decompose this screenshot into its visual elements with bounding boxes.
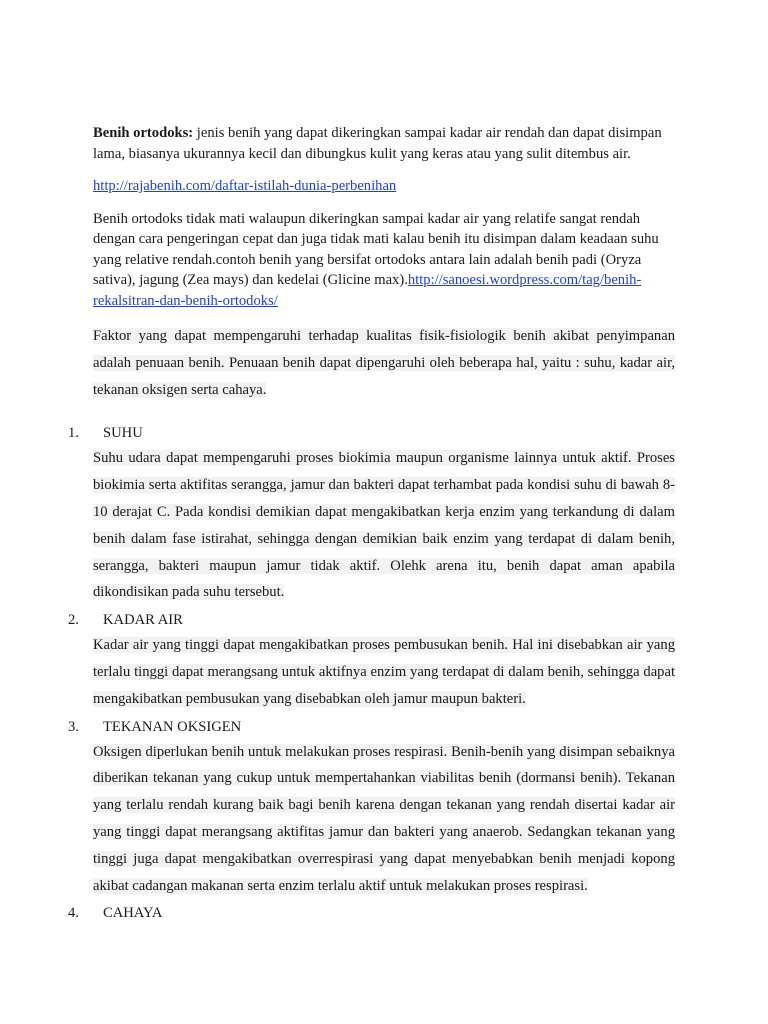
section-title: CAHAYA bbox=[103, 905, 163, 922]
section-body bbox=[93, 445, 675, 606]
section-kadar-air bbox=[68, 608, 675, 712]
section-tekanan-oksigen bbox=[68, 715, 675, 900]
section-heading bbox=[68, 715, 675, 739]
section-body-text: Oksigen diperlukan benih untuk melakukan proses respirasi. Benih-benih yang disimpan sebaiknya diberikan tekanan yang cukup untuk mempertahankan viabilitas benih (dormansi benih). Tekanan yang terlalu rendah kurang baik bagi benih karena dengan tekanan yang rendah disertai kadar air yang tinggi dapat merangsang aktifitas jamur dan bakteri yang anaerob. Sedangkan tekanan yang tinggi juga dapat mengakibatkan overrespirasi yang dapat menyebabkan benih menjadi kopong akibat cadangan makanan serta enzim terlalu aktif untuk melakukan proses respirasi. bbox=[93, 743, 675, 894]
section-body bbox=[93, 632, 675, 712]
source-link-paragraph bbox=[93, 176, 675, 197]
source-link-sanoesi[interactable]: http://sanoesi.wordpress.com/tag/benih-rekalsitran-dan-benih-ortodoks/ bbox=[93, 272, 642, 309]
section-body-text: Kadar air yang tinggi dapat mengakibatkan proses pembusukan benih. Hal ini disebabkan air yang terlalu tinggi dapat merangsang untuk aktifnya enzim yang terdapat di dalam benih, sehingga dapat mengakibatkan pembusukan yang disebabkan oleh jamur maupun bakteri. bbox=[93, 637, 675, 707]
source-link-rajabenih[interactable]: http://rajabenih.com/daftar-istilah-dunia-perbenihan bbox=[93, 178, 397, 194]
section-number: 3. bbox=[68, 718, 79, 735]
section-suhu bbox=[68, 421, 675, 606]
section-title: TEKANAN OKSIGEN bbox=[103, 718, 242, 735]
definition-term: Benih ortodoks: bbox=[93, 125, 194, 141]
intro-paragraph bbox=[93, 323, 675, 403]
ortodoks-paragraph bbox=[93, 209, 675, 312]
section-heading bbox=[68, 421, 675, 445]
document-page bbox=[68, 123, 675, 925]
section-cahaya bbox=[68, 901, 675, 925]
intro-text: Faktor yang dapat mempengaruhi terhadap kualitas fisik-fisiologik benih akibat penyimpanan adalah penuaan benih. Penuaan benih dapat dipengaruhi oleh beberapa hal, yaitu : suhu, kadar air, tekanan oksigen serta cahaya. bbox=[93, 328, 675, 398]
definition-paragraph bbox=[93, 123, 675, 164]
section-heading bbox=[68, 901, 675, 925]
ortodoks-text: Benih ortodoks tidak mati walaupun dikeringkan sampai kadar air yang relatife sangat rendah dengan cara pengeringan cepat dan juga tidak mati kalau benih itu disimpan dalam keadaan suhu yang relative rendah.contoh benih yang bersifat ortodoks antara lain adalah benih padi (Oryza sativa), jagung (Zea mays) dan kedelai (Glicine max). bbox=[93, 210, 659, 288]
section-heading bbox=[68, 608, 675, 632]
section-title: SUHU bbox=[103, 425, 143, 442]
section-title: KADAR AIR bbox=[103, 612, 183, 629]
definition-text: jenis benih yang dapat dikeringkan sampai kadar air rendah dan dapat disimpan lama, biasanya ukurannya kecil dan dibungkus kulit yang keras atau yang sulit ditembus air. bbox=[93, 125, 662, 162]
section-body bbox=[93, 739, 675, 900]
section-number: 4. bbox=[68, 905, 79, 922]
section-number: 2. bbox=[68, 612, 79, 629]
section-body-text: Suhu udara dapat mempengaruhi proses biokimia maupun organisme lainnya untuk aktif. Proses biokimia serta aktifitas serangga, jamur dan bakteri dapat terhambat pada kondisi suhu di bawah 8-10 derajat C. Pada kondisi demikian dapat mengakibatkan kerja enzim yang terkandung di dalam benih dalam fase istirahat, sehingga dengan demikian baik enzim yang terdapat di dalam benih, serangga, bakteri maupun jamur tidak aktif. Olehk arena itu, benih dapat aman apabila dikondisikan pada suhu tersebut. bbox=[93, 450, 675, 601]
section-number: 1. bbox=[68, 425, 79, 442]
